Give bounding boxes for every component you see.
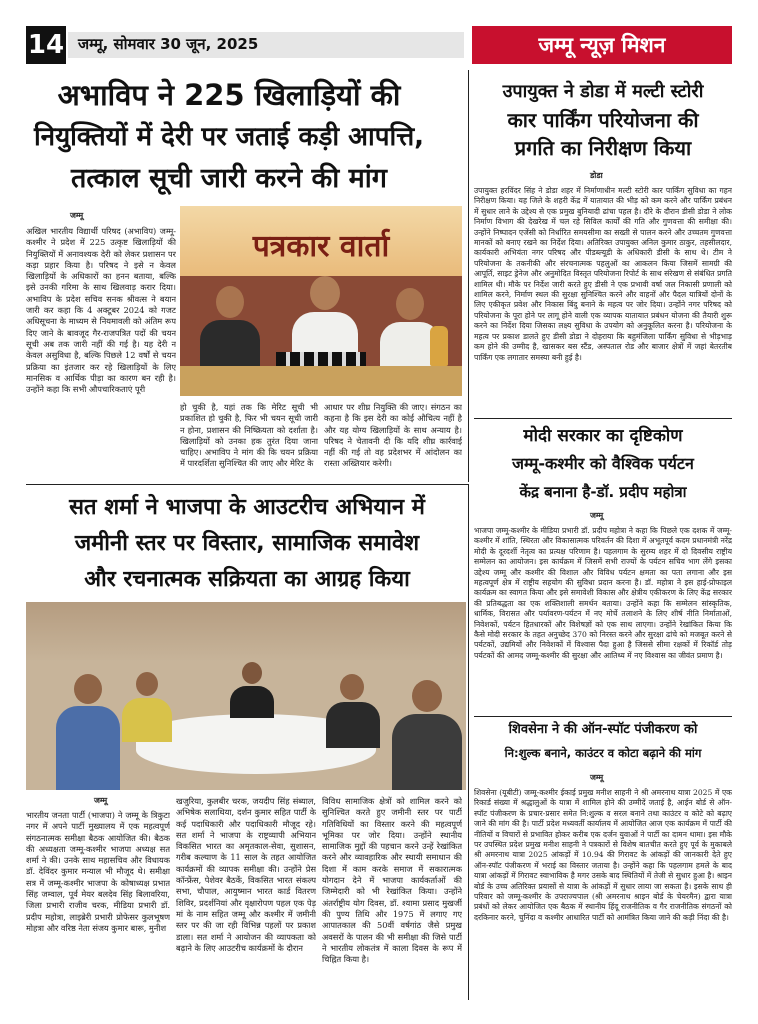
headline-line: तत्काल सूची जारी करने की मांग — [71, 163, 387, 194]
headline-line: मोदी सरकार का दृष्टिकोण — [523, 426, 683, 446]
brand-name: जम्मू न्यूज़ मिशन — [538, 33, 666, 57]
story5-dateline: जम्मू — [590, 773, 604, 782]
story4-photo — [26, 602, 466, 790]
story4-col3: विविध सामाजिक क्षेत्रों को शामिल करने को सुनिश्चित करते हुए जमीनी स्तर पर पार्टी गतिविधियों का विस्तार करने की महत्वपूर्ण भूमिका पर जोर दिया। उन्होंने स्थानीय सामाजिक मुद्दों की पहचान करने उन्हें रेखांकित करने और व्यावहारिक और स्थायी समाधान की दिशा में काम करके समाज में सकारात्मक योगदान देने में भाजपा कार्यकर्ताओं की जिम्मेदारी को भी रेखांकित किया। उन्होंने अंतर्राष्ट्रीय योग दिवस, डॉ. श्यामा प्रसाद मुखर्जी की पुण्य तिथि और 1975 में लगाए गए आपातकाल की 50वीं वर्षगांठ जैसे प्रमुख अवसरों के पालन की भी समीक्षा की जिसे पार्टी ने भारतीय लोकतंत्र में काला दिवस के रूप में चिह्नित किया है। — [322, 796, 462, 965]
story1-headline — [26, 74, 432, 200]
story2-headline — [474, 78, 732, 162]
page-header — [26, 26, 732, 64]
headline-line: शिवसेना ने की ऑन-स्पॉट पंजीकरण को — [508, 722, 698, 737]
story5-body: शिवसेना (यूबीटी) जम्मू-कश्मीर ईकाई प्रमुख मनीश साहनी ने श्री अमरनाथ यात्रा 2025 में एक रिकार्ड संख्या में श्रद्धालुओं के यात्रा में शामिल होने की उम्मीदें जताई है, आईन बोर्ड से ऑन-स्पॉट पंजीकरण के प्रचार-प्रसार समेत नि:शुल्क व सरल बनाने तथा काउंटर व कोटे को बढ़ाए जाने की मांग की है। पार्टी प्रदेश मध्यवर्ती कार्यालय में आयोजित आज एक कार्यक्रम में पार्टी की नीतियों व विचारों से प्रभावित होकर करीब एक दर्जन युवाओं ने पार्टी का दामन थामा। इस मौके पर उपस्थित प्रदेश प्रमुख मनीश साहनी ने पत्रकारों से विशेष बातचीत करते हुए पूर्व के मुकाबले श्री अमरनाथ यात्रा 2025 आंकड़ों में 10.94 की गिरावट के आंकड़ों की जानकारी देते हुए ऑन-स्पॉट पंजीकरण में भराई का विस्तार जताया है। उन्होंने कहा कि पहलगाम हमले के बाद यात्रा आंकड़ों में गिरावट स्वाभाविक है मगर उसके बाद स्थितियों में तेजी से सुधार हुआ है। श्राइन बोर्ड के उच्च अतिरिक्त प्रयासों से यात्रा के आंकड़ों में सुधार लाया जा सकता है। इसके साथ ही परिवार को जम्मू-कश्मीर के उपराज्यपाल (श्री अमरनाथ श्राइन बोर्ड के चेयरमैन) द्वारा यात्रा प्रबंधों को लेकर आयोजित एक बैठक में स्थानीय हिंदू राजनीतिक व गैर राजनीतिक संगठनों को दरकिनार करने, चुनिंदा व कश्मीर आधारित पार्टी को आमंत्रित किया जाने की कड़ी निंदा की है। — [474, 788, 732, 922]
trophy — [430, 326, 448, 366]
headline-line: प्रगति का निरीक्षण किया — [514, 136, 692, 160]
date-line: जम्मू, सोमवार 30 जून, 2025 — [78, 35, 259, 53]
story1-dateline: जम्मू — [70, 211, 84, 220]
person-right-near — [392, 680, 462, 790]
story1-photo — [180, 206, 462, 396]
section-divider — [474, 716, 732, 717]
story4-col2: खजुरिया, कुलबीर चरक, जयदीप सिंह संब्याल, अभिषेक सलाथिया, दर्शन कुमार सहित पार्टी के कई पदाधिकारी और पदाधिकारी मौजूद रहे। सत शर्मा ने भाजपा के राष्ट्रव्यापी अभियान विकसित भारत का अमृतकाल-सेवा, सुशासन, गरीब कल्याण के 11 साल के तहत आयोजित कार्यक्रमों की व्यापक समीक्षा की। उन्होंने प्रेस कॉन्फ्रेंस, पेशेवर बैठकें, विकसित भारत संकल्प सभा, चौपाल, आयुष्मान भारत कार्ड वितरण शिविर, प्रदर्शनियां और वृक्षारोपण पहल एक पेड़ मां के नाम सहित जम्मू और कश्मीर में जमीनी स्तर पर की जा रही विभिन्न पहलों पर प्रकाश डाला। सत शर्मा ने आयोजन की व्यापकता को बढ़ाने के लिए आउटरीच कार्यक्रमों के दौरान — [176, 796, 316, 953]
section-divider — [26, 484, 468, 485]
headline-line: नियुक्तियों में देरी पर जताई कड़ी आपत्ति, — [33, 122, 425, 152]
column-divider — [468, 70, 469, 482]
column-divider — [468, 484, 469, 1000]
story3-headline — [474, 422, 732, 506]
story1-col2: हो चुकी है, यहां तक कि मेरिट सूची भी प्रकाशित हो चुकी है, फिर भी चयन सूची जारी न होना, प्रशासन की निष्क्रियता को दर्शाता है। खिलाड़ियों को उनका हक तुरंत दिया जाना चाहिए। अभाविप ने मांग की कि चयन प्रक्रिया में पारदर्शिता सुनिश्चित की जाए और मेरिट के — [180, 402, 318, 469]
person-left-mid — [122, 672, 172, 742]
story2-dateline: डोडा — [590, 171, 603, 180]
headline-line: जमीनी स्तर पर विस्तार, सामाजिक समावेश — [74, 531, 420, 556]
page-number: 14 — [26, 26, 66, 64]
microphones — [276, 352, 366, 366]
headline-line: नि:शुल्क बनाने, काउंटर व कोटा बढ़ाने की मांग — [504, 746, 702, 760]
person-right-mid — [326, 674, 380, 748]
story2-body: उपायुक्त हरविंदर सिंह ने डोडा शहर में निर्माणाधीन मल्टी स्टोरी कार पार्किंग सुविधा का गहन निरीक्षण किया। यह जिले के शहरी केंद्र में यातायात की भीड़ को कम करने और पार्किंग प्रबंधन में सुधार लाने के उद्देश्य से एक प्रमुख बुनियादी ढांचा पहल है। दौरे के दौरान डीसी डोडा ने लोक निर्माण विभाग की देखरेख में चल रहे सिविल कार्यों की गति और गुणवत्ता की समीक्षा की। उन्होंने निष्पादन एजेंसी को निर्धारित समयसीमा का सख्ती से पालन करने और उच्चतम गुणवत्ता मानकों को बनाए रखने का निर्देश दिया। अतिरिक्त उपायुक्त अनिल कुमार ठाकुर, तहसीलदार, कार्यकारी अभियंता नगर परिषद और पीडब्ल्यूडी के अधिकारी डीसी के साथ थे। टीम ने परियोजना के तकनीकी और संरचनात्मक पहलुओं का आकलन किया जिसमें सामग्री की आपूर्ति, साइट ड्रेनेज और अनुमोदित विस्तृत परियोजना रिपोर्ट के साथ संरेखण से संबंधित प्रगति शामिल थी। मौके पर निर्देश जारी करते हुए डीसी ने एक प्रभावी वर्षा जल निकासी प्रणाली को शामिल करने, निर्माण स्थल की सुरक्षा सुनिश्चित करने और वाहनों और पैदल यात्रियों दोनों के लिए एकीकृत प्रवेश और निकास बिंदु बनाने के महत्व पर जोर दिया। उन्होंने नगर परिषद को परियोजना के पूरा होने पर लागू होने वाली एक व्यापक यातायात प्रबंधन योजना की तैयारी शुरू करने का निर्देश दिया जिसका लक्ष्य सुविधा के उपयोग को अनुकूलित करना है। परियोजना के महत्व पर प्रकाश डालते हुए डीसी डोडा ने दोहराया कि बहुमंजिला पार्किंग सुविधा से भीड़भाड़ कम होने की उम्मीद है, खासकर बस स्टैंड, अस्पताल रोड और बाजार क्षेत्रों में जहां बेतरतीब पार्किंग एक लगातार समस्या बनी हुई है। — [474, 186, 732, 362]
person-left-near — [56, 674, 120, 790]
story4-headline — [26, 490, 468, 598]
person-center-far — [230, 662, 274, 718]
headline-line: सत शर्मा ने भाजपा के आउटरीच अभियान में — [69, 495, 425, 520]
story4-col1: भारतीय जनता पार्टी (भाजपा) ने जम्मू के त्रिकुटा नगर में अपने पार्टी मुख्यालय में एक महत्वपूर्ण संगठनात्मक समीक्षा बैठक आयोजित की। बैठक की अध्यक्षता जम्मू-कश्मीर भाजपा अध्यक्ष सत शर्मा ने की। उनके साथ महासचिव और विधायक डॉ. देविंदर कुमार मन्याल भी मौजूद थे। समीक्षा सत्र में जम्मू-कश्मीर भाजपा के कोषाध्यक्ष प्रभात सिंह जम्वाल, पूर्व मेयर बलदेव सिंह बिलावरिया, जिला प्रभारी राजीव चरक, मीडिया प्रभारी डॉ. प्रदीप महोत्रा, लाइब्रेरी प्रभारी प्रोफेसर कुलभूषण मोहत्रा और वरिष्ठ नेता संजय कुमार बारू, मुनीश — [26, 810, 170, 933]
wall-panel — [26, 602, 466, 662]
story3-dateline: जम्मू — [590, 511, 604, 520]
headline-line: उपायुक्त ने डोडा में मल्टी स्टोरी — [502, 81, 704, 102]
headline-line: जम्मू-कश्मीर को वैश्विक पर्यटन — [512, 454, 694, 473]
press-banner-text: पत्रकार वार्ता — [252, 229, 390, 264]
story1-col3: आधार पर शीघ्र नियुक्ति की जाए। संगठन का कहना है कि इस देरी का कोई औचित्य नहीं है और यह योग्य खिलाड़ियों के साथ अन्याय है। परिषद ने चेतावनी दी कि यदि शीघ्र कार्रवाई नहीं की गई तो वह प्रदेशभर में आंदोलन का रास्ता अख्तियार करेगी। — [324, 402, 462, 469]
press-table — [180, 366, 462, 396]
story1-col1: अखिल भारतीय विद्यार्थी परिषद (अभाविप) जम्मू-कश्मीर ने प्रदेश में 225 उत्कृष्ट खिलाड़ियों की नियुक्तियों में अनावश्यक देरी को लेकर प्रशासन पर कड़ा प्रहार किया है। परिषद ने इसे न केवल खिलाड़ियों के अधिकारों का हनन बताया, बल्कि इसे उनकी गरिमा के साथ खिलवाड़ करार दिया। अभाविप के प्रदेश सचिव सनक श्रीवत्स ने बयान जारी कर कहा कि 4 अक्टूबर 2024 को गजट अधिसूचना के माध्यम से नियमावली को अंतिम रूप दिए जाने के बावजूद गैर-राजपत्रित पदों की चयन सूची अब तक जारी नहीं की गई है। यह देरी न केवल असुविधा है, बल्कि पिछले 12 वर्षों से चयन प्रक्रिया का इंतजार कर रहे खिलाड़ियों के लिए मानसिक व आर्थिक पीड़ा का कारण बन रही है। उन्होंने कहा कि सभी औपचारिकताएं पूरी — [26, 226, 176, 395]
story5-headline — [474, 718, 732, 764]
story4-dateline: जम्मू — [94, 796, 108, 805]
story3-body: भाजपा जम्मू-कश्मीर के मीडिया प्रभारी डॉ. प्रदीप महोत्रा ने कहा कि पिछले एक दशक में जम्मू-कश्मीर में शांति, स्थिरता और विकासात्मक परिवर्तन की दिशा में अभूतपूर्व कदम प्रधानमंत्री नरेंद्र मोदी के दूरदर्शी नेतृत्व का प्रत्यक्ष परिणाम है। पहलगाम के सुरम्य शहर में दो दिवसीय राष्ट्रीय सम्मेलन का आयोजन। इस कार्यक्रम में जिसमें सभी राज्यों के पर्यटन सचिव भाग लेंगे इसका उद्देश्य जम्मू और कश्मीर की विशाल और विविध पर्यटन क्षमता का पता लगाना और इस महत्वपूर्ण क्षेत्र में राष्ट्रीय सहयोग की सुविधा प्रदान करना है। डॉ. महोत्रा ने इस हाई-प्रोफाइल कार्यक्रम का स्वागत किया और इसे समावेशी विकास और क्षेत्रीय एकीकरण के लिए केंद्र सरकार की प्रतिबद्धता का एक शक्तिशाली समर्थन बताया। उन्होंने कहा कि सम्मेलन सांस्कृतिक, धार्मिक, विरासत और पर्यावरण-पर्यटन में नए मोर्चे तलाशने के लिए शीर्ष नीति निर्माताओं, निवेशकों, पर्यटन हितधारकों और विशेषज्ञों को एक साथ लाएगा। उन्होंने रेखांकित किया कि कैसे मोदी सरकार के तहत अनुच्छेद 370 को निरस्त करने और सुरक्षा ढांचे को मजबूत करने से पर्यटकों, उद्यमियों और निवेशकों में विश्वास पैदा हुआ है जिससे सीमा रक्षकों में रिकॉर्ड तोड़ पर्यटकों की आमद जम्मू-कश्मीर की सुरक्षा और आतिथ्य में नए विश्वास का जीवंत प्रमाण है। — [474, 526, 732, 660]
headline-line: अभाविप ने 225 खिलाड़ियों की — [57, 78, 401, 112]
headline-line: केंद्र बनाना है-डॉ. प्रदीप महोत्रा — [519, 483, 687, 501]
headline-line: और रचनात्मक सक्रियता का आग्रह किया — [84, 567, 410, 592]
section-divider — [474, 418, 732, 419]
headline-line: कार पार्किंग परियोजना की — [507, 108, 699, 132]
